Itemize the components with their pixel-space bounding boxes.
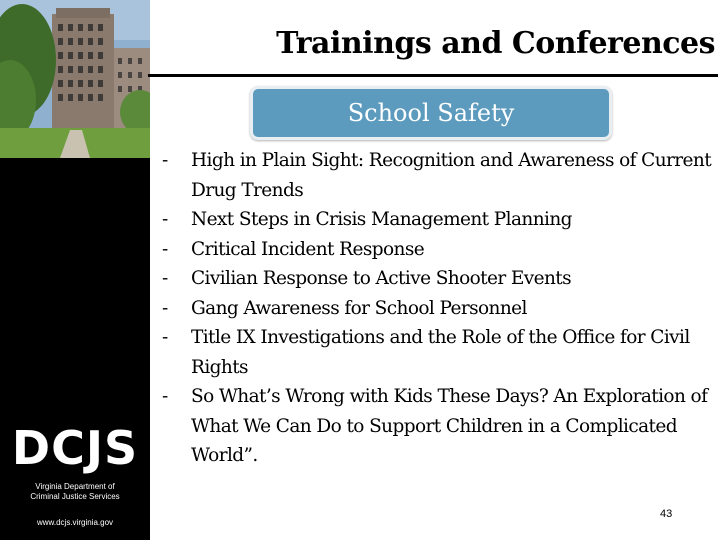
agency-name-line1: Virginia Department of — [35, 482, 115, 491]
bullet-dash: - — [162, 268, 169, 289]
agency-url[interactable]: www.dcjs.virginia.gov — [36, 518, 114, 527]
dcjs-logo-block — [0, 420, 150, 527]
slide-title: Trainings and Conferences — [276, 26, 715, 61]
bullet-dash: - — [162, 209, 169, 230]
title-underline — [148, 74, 718, 77]
dcjs-logo: DCJS — [11, 421, 139, 475]
bullet-dash: - — [162, 297, 169, 319]
topic-list — [162, 146, 717, 471]
topic-item — [162, 235, 717, 265]
topic-item — [162, 264, 717, 294]
building-photo — [0, 0, 150, 158]
topic-item — [162, 382, 717, 471]
bullet-dash: - — [162, 386, 169, 407]
topic-text: Civilian Response to Active Shooter Events — [191, 268, 572, 289]
topic-text: So What’s Wrong with Kids These Days? An Exploration of What We Can Do to Support Children in a Complicated World”. — [191, 386, 708, 466]
topic-text: Title IX Investigations and the Role of the Office for Civil Rights — [191, 327, 690, 378]
topic-text: Next Steps in Crisis Management Planning — [191, 209, 572, 230]
topic-item — [162, 294, 717, 324]
bullet-dash: - — [162, 238, 169, 260]
page-number: 43 — [660, 508, 673, 520]
sidebar — [0, 0, 150, 540]
topic-item — [162, 323, 717, 382]
agency-name-line2: Criminal Justice Services — [30, 492, 120, 501]
bullet-dash: - — [162, 150, 169, 171]
topic-item — [162, 205, 717, 235]
topic-item — [162, 146, 717, 205]
topic-text: High in Plain Sight: Recognition and Awareness of Current Drug Trends — [191, 150, 712, 201]
topic-text: Gang Awareness for School Personnel — [191, 297, 527, 319]
topic-text: Critical Incident Response — [191, 238, 425, 260]
bullet-dash: - — [162, 327, 169, 348]
section-badge — [250, 86, 612, 140]
section-badge-label: School Safety — [347, 99, 515, 127]
